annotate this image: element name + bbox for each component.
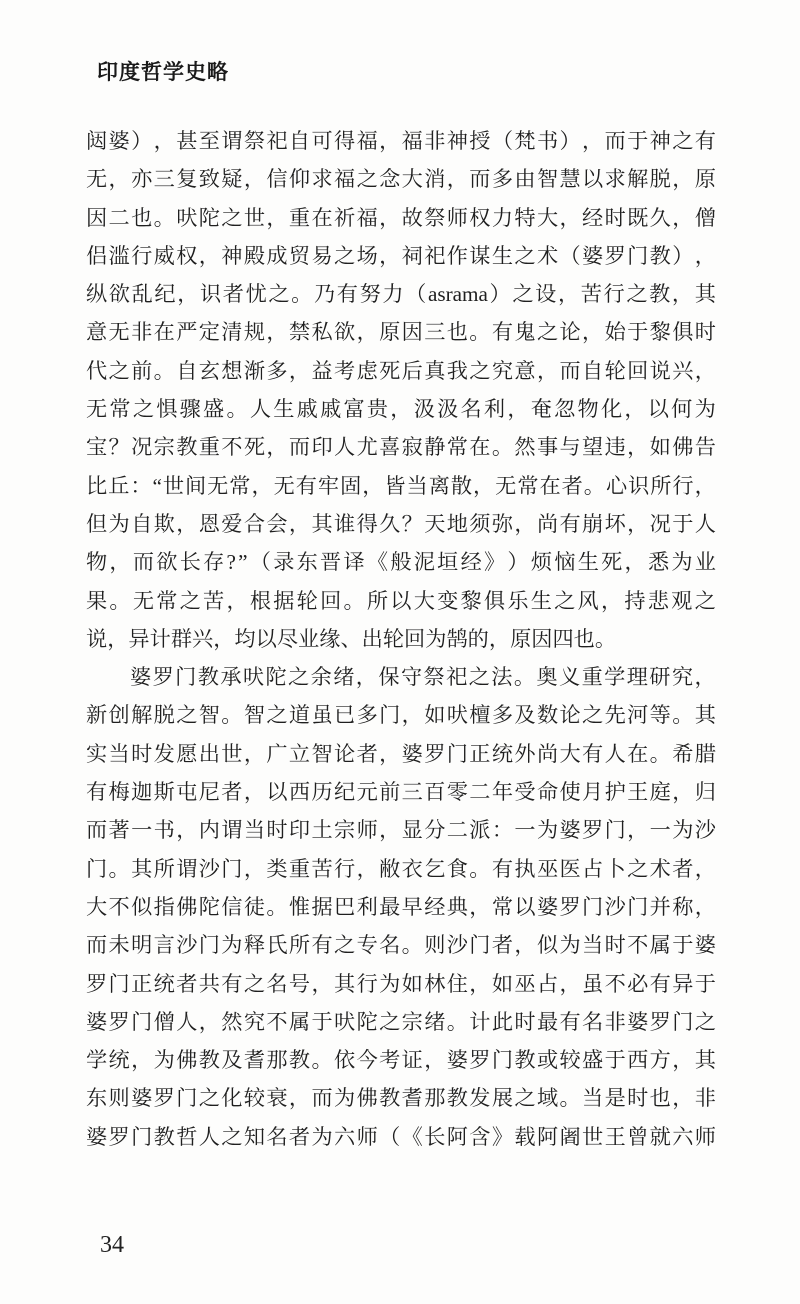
running-header: 印度哲学史略: [97, 60, 229, 84]
text-line: 因 二 也 。 吠 陀 之 世 ， 重 在 祈 福 ， 故 祭 师 权 力 特 大 ， 经 时 既 久 ， 僧: [86, 205, 716, 230]
text-line: 有 梅 迦 斯 屯 尼 者 ， 以 西 历 纪 元 前 三 百 零 二 年 受 命 使 月 护 王 庭 ， 归: [86, 780, 716, 805]
text-line: 东 则 婆 罗 门 之 化 较 衰 ， 而 为 佛 教 耆 那 教 发 展 之 域 。 当 是 时 也 ， 非: [86, 1086, 716, 1111]
text-line: 大 不 似 指 佛 陀 信 徒 。 惟 据 巴 利 最 早 经 典 ， 常 以 婆 罗 门 沙 门 并 称 ，: [86, 894, 716, 919]
page-number: 34: [100, 1232, 124, 1258]
text-line: 婆 罗 门 教 承 吠 陀 之 余 绪 ， 保 守 祭 祀 之 法 。 奥 义 重 学 理 研 究 ，: [130, 665, 716, 690]
text-line: 果 。 无 常 之 苦 ， 根 据 轮 回 。 所 以 大 变 黎 俱 乐 生 之 风 ， 持 悲 观 之: [86, 588, 716, 613]
text-line: 而 未 明 言 沙 门 为 释 氏 所 有 之 专 名 。 则 沙 门 者 ， 似 为 当 时 不 属 于 婆: [86, 933, 716, 958]
text-line: 代 之 前 。 自 玄 想 渐 多 ， 益 考 虑 死 后 真 我 之 究 意 ， 而 自 轮 回 说 兴 ，: [86, 358, 716, 383]
text-line: 物 ， 而 欲 长 存 ? ” （ 录 东 晋 译 《 般 泥 垣 经 》 ） 烦 恼 生 死 ， 悉 为 业: [86, 550, 716, 575]
text-line: 实 当 时 发 愿 出 世 ， 广 立 智 论 者 ， 婆 罗 门 正 统 外 尚 大 有 人 在 。 希 腊: [86, 741, 716, 766]
text-line: 说 ， 异 计 群 兴 ， 均 以 尽 业 缘 、 出 轮 回 为 鹄 的 ， 原 因 四 也 。: [86, 626, 617, 651]
text-line: 新 创 解 脱 之 智 。 智 之 道 虽 已 多 门 ， 如 吠 檀 多 及 数 论 之 先 河 等 。 其: [86, 703, 716, 728]
text-line: 比 丘 ： “ 世 间 无 常 ， 无 有 牢 固 ， 皆 当 离 散 ， 无 常 在 者 。 心 识 所 行 ，: [86, 473, 716, 498]
text-line: 而 著 一 书 ， 内 谓 当 时 印 土 宗 师 ， 显 分 二 派 ： 一 为 婆 罗 门 ， 一 为 沙: [86, 818, 716, 843]
text-line: 纵 欲 乱 纪 ， 识 者 忧 之 。 乃 有 努 力 （ asrama ） 之 设 ， 苦 行 之 教 ， 其: [86, 282, 716, 307]
text-line: 意 无 非 在 严 定 清 规 ， 禁 私 欲 ， 原 因 三 也 。 有 鬼 之 论 ， 始 于 黎 俱 时: [86, 320, 716, 345]
text-line: 闼 婆 ） ， 甚 至 谓 祭 祀 自 可 得 福 ， 福 非 神 授 （ 梵 书 ） ， 而 于 神 之 有: [86, 129, 716, 153]
text-line: 罗 门 正 统 者 共 有 之 名 号 ， 其 行 为 如 林 住 ， 如 巫 占 ， 虽 不 必 有 异 于: [86, 971, 716, 996]
text-line: 但 为 自 欺 ， 恩 爱 合 会 ， 其 谁 得 久 ？ 天 地 须 弥 ， 尚 有 崩 坏 ， 况 于 人: [86, 511, 716, 536]
text-line: 宝 ？ 况 宗 教 重 不 死 ， 而 印 人 尤 喜 寂 静 常 在 。 然 事 与 望 违 ， 如 佛 告: [86, 435, 716, 460]
text-line: 学 统 ， 为 佛 教 及 耆 那 教 。 依 今 考 证 ， 婆 罗 门 教 或 较 盛 于 西 方 ， 其: [86, 1048, 716, 1073]
text-line: 无 ， 亦 三 复 致 疑 ， 信 仰 求 福 之 念 大 消 ， 而 多 由 智 慧 以 求 解 脱 ， 原: [86, 167, 716, 192]
text-line: 侣 滥 行 威 权 ， 神 殿 成 贸 易 之 场 ， 祠 祀 作 谋 生 之 术 （ 婆 罗 门 教 ） ，: [86, 243, 716, 268]
text-line: 门 。 其 所 谓 沙 门 ， 类 重 苦 行 ， 敝 衣 乞 食 。 有 执 巫 医 占 卜 之 术 者 ，: [86, 856, 716, 881]
text-line: 无 常 之 惧 骤 盛 。 人 生 戚 戚 富 贵 ， 汲 汲 名 利 ， 奄 忽 物 化 ， 以 何 为: [86, 397, 716, 422]
text-line: 婆 罗 门 教 哲 人 之 知 名 者 为 六 师 （ 《 长 阿 含 》 载 阿 阇 世 王 曾 就 六 师: [86, 1124, 716, 1149]
text-block: [86, 122, 716, 1156]
text-line: 婆 罗 门 僧 人 ， 然 究 不 属 于 吠 陀 之 宗 绪 。 计 此 时 最 有 名 非 婆 罗 门 之: [86, 1009, 716, 1034]
